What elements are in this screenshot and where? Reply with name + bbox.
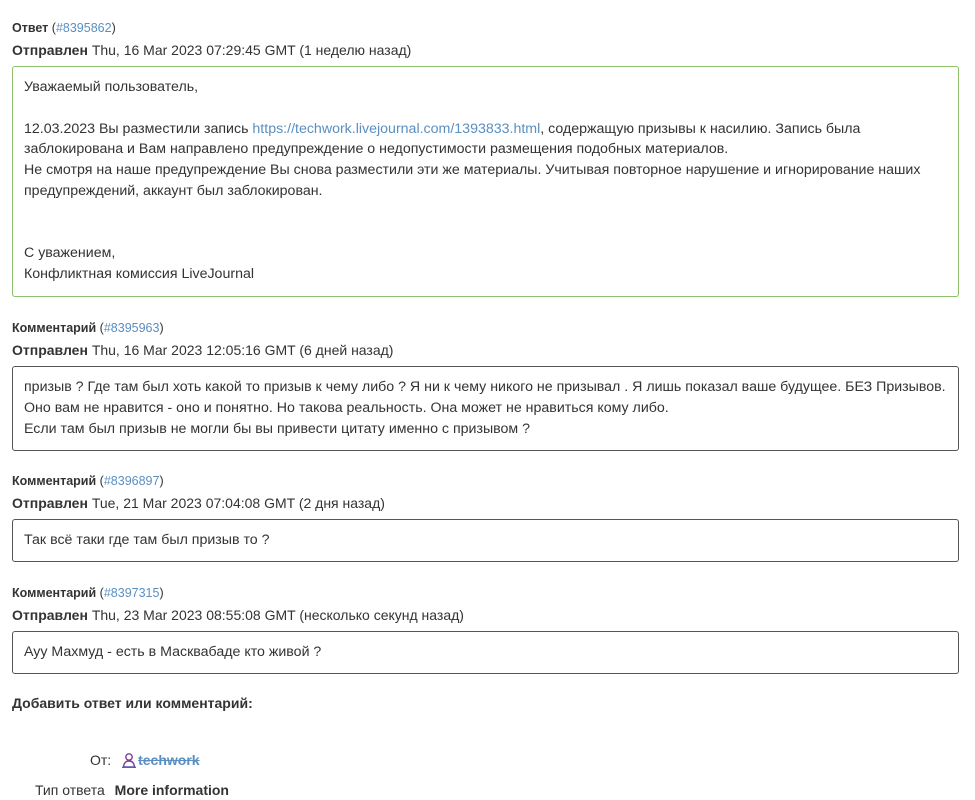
entry-type-label: Комментарий xyxy=(12,586,97,600)
comment-message-box xyxy=(12,631,959,674)
post-link[interactable]: https://techwork.livejournal.com/1393833.html xyxy=(252,120,541,137)
sent-label: Отправлен xyxy=(12,42,88,58)
sent-date: Thu, 16 Mar 2023 12:05:16 GMT (6 дней назад) xyxy=(91,342,394,358)
entry-type-label: Ответ xyxy=(12,21,49,35)
entry-header-comment: Комментарий (#8395963) Отправлен Thu, 16 Mar 2023 12:05:16 GMT (6 дней назад) xyxy=(12,321,394,358)
comment-message-box xyxy=(12,366,959,451)
message-paragraph: Так всё таки где там был призыв то ? xyxy=(24,532,270,548)
message-greeting: Уважаемый пользователь, xyxy=(24,79,199,95)
add-reply-heading: Добавить ответ или комментарий: xyxy=(12,695,253,711)
reply-type-label: Тип ответа xyxy=(35,782,105,798)
comment-message-box xyxy=(12,519,959,562)
message-paragraph: Ауу Махмуд - есть в Масквабаде кто живой ? xyxy=(24,644,322,660)
sent-date: Thu, 23 Mar 2023 08:55:08 GMT (несколько секунд назад) xyxy=(91,607,464,623)
entry-id-link[interactable]: #8395963 xyxy=(103,321,160,335)
from-label: От: xyxy=(90,752,112,768)
entry-id-link[interactable]: #8396897 xyxy=(103,474,160,488)
sent-label: Отправлен xyxy=(12,607,88,623)
from-row xyxy=(90,752,200,771)
entry-header-answer: Ответ (#8395862) Отправлен Thu, 16 Mar 2023 07:29:45 GMT (1 неделю назад) xyxy=(12,21,412,58)
message-paragraph: 12.03.2023 Вы разместили запись https://techwork.livejournal.com/1393833.html, содержащую призывы к насилию. Запись была заблокирована и Вам направлено предупреждение о недопустимости размещения подобных материалов. xyxy=(24,120,861,158)
message-paragraph: Если там был призыв не могли бы вы привести цитату именно с призывом ? xyxy=(24,420,530,437)
sent-label: Отправлен xyxy=(12,495,88,511)
username-link[interactable]: techwork xyxy=(138,752,200,768)
message-signature-line: С уважением, xyxy=(24,245,116,262)
user-icon xyxy=(121,752,137,771)
entry-type-label: Комментарий xyxy=(12,321,97,335)
sent-date: Tue, 21 Mar 2023 07:04:08 GMT (2 дня назад) xyxy=(91,495,385,511)
entry-type-label: Комментарий xyxy=(12,474,97,488)
message-paragraph: Не смотря на наше предупреждение Вы снова разместили эти же материалы. Учитывая повторное нарушение и игнорирование наших предупреждений, аккаунт был заблокирован. xyxy=(24,162,921,199)
message-paragraph: призыв ? Где там был хоть какой то призыв к чему либо ? Я ни к чему никого не призывал . Я лишь показал ваше будущее. БЕЗ Призывов. Оно вам не нравится - оно и понятно. Но такова реальность. Она может не нравиться кому либо. xyxy=(24,379,946,416)
entry-header-comment: Комментарий (#8397315) Отправлен Thu, 23 Mar 2023 08:55:08 GMT (несколько секунд назад) xyxy=(12,586,464,623)
reply-type-row xyxy=(35,782,229,798)
message-signature-line: Конфликтная комиссия LiveJournal xyxy=(24,266,254,283)
answer-message-box xyxy=(12,66,959,297)
sent-date: Thu, 16 Mar 2023 07:29:45 GMT (1 неделю назад) xyxy=(91,42,412,58)
reply-type-value[interactable]: More information xyxy=(114,782,229,798)
sent-label: Отправлен xyxy=(12,342,88,358)
entry-id-link[interactable]: #8397315 xyxy=(103,586,160,600)
entry-id-link[interactable]: #8395862 xyxy=(55,21,112,35)
entry-header-comment: Комментарий (#8396897) Отправлен Tue, 21 Mar 2023 07:04:08 GMT (2 дня назад) xyxy=(12,474,385,511)
